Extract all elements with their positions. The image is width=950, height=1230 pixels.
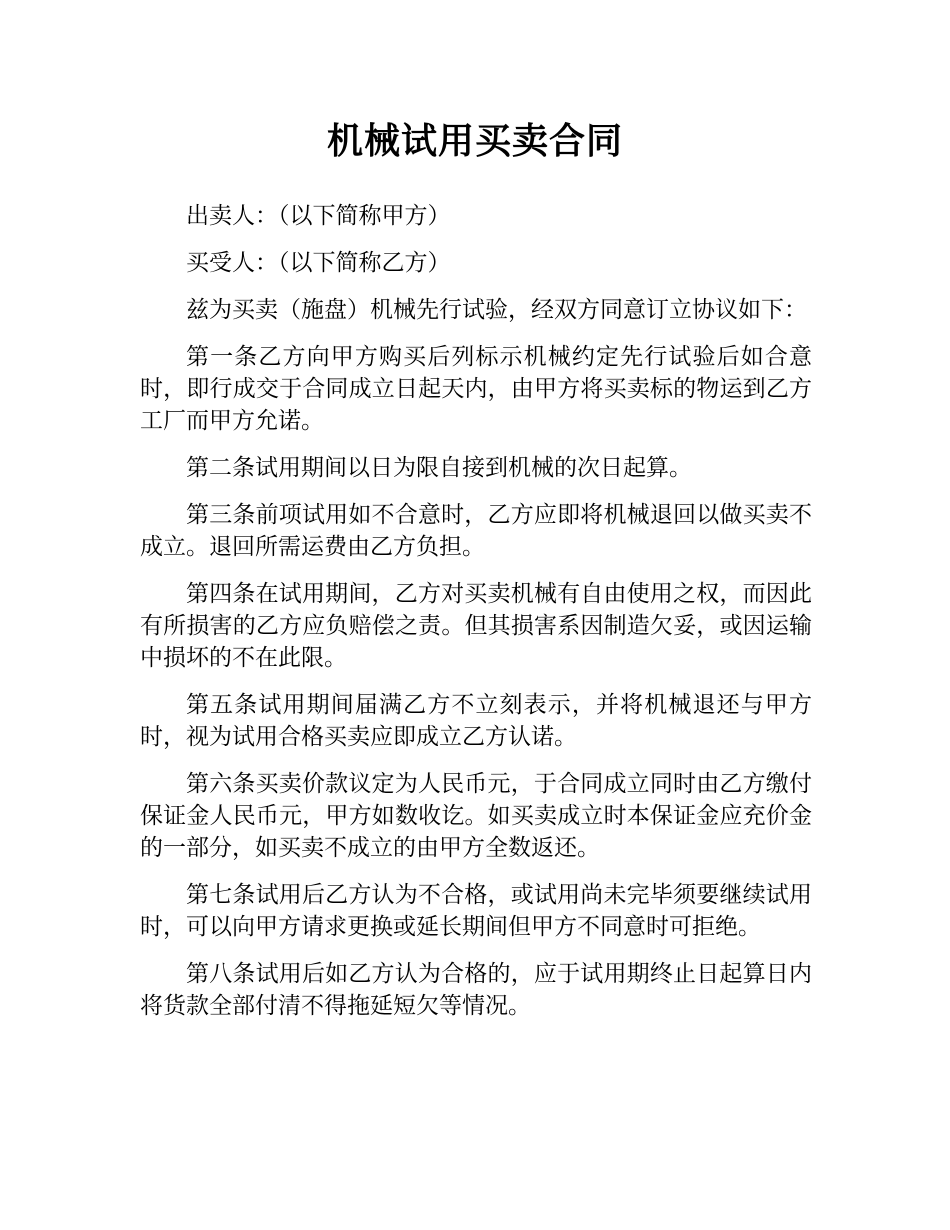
document-body [140, 200, 812, 1037]
buyer-line: 买受人：（以下简称乙方） [186, 250, 451, 276]
document-title: 机械试用买卖合同 [326, 121, 623, 162]
article-1-paragraph: 第一条乙方向甲方购买后列标示机械约定先行试验后如合意时，即行成交于合同成立日起天内，由甲方将买卖标的物运到乙方工厂而甲方允诺。 [140, 344, 812, 434]
article-8-paragraph: 第八条试用后如乙方认为合格的，应于试用期终止日起算日内将货款全部付清不得拖延短欠等情况。 [140, 961, 812, 1019]
seller-line: 出卖人：（以下简称甲方） [186, 203, 451, 229]
article-4-paragraph: 第四条在试用期间，乙方对买卖机械有自由使用之权，而因此有所损害的乙方应负赔偿之责。但其损害系因制造欠妥，或因运输中损坏的不在此限。 [140, 581, 812, 671]
article-2-paragraph: 第二条试用期间以日为限自接到机械的次日起算。 [186, 455, 692, 481]
preamble-paragraph: 兹为买卖（施盘）机械先行试验，经双方同意订立协议如下： [186, 297, 807, 323]
article-5-paragraph: 第五条试用期间届满乙方不立刻表示，并将机械退还与甲方时，视为试用合格买卖应即成立乙方认诺。 [140, 692, 812, 750]
article-3-paragraph: 第三条前项试用如不合意时，乙方应即将机械退回以做买卖不成立。退回所需运费由乙方负担。 [140, 502, 812, 560]
article-7-paragraph: 第七条试用后乙方认为不合格，或试用尚未完毕须要继续试用时，可以向甲方请求更换或延长期间但甲方不同意时可拒绝。 [140, 882, 812, 940]
article-6-paragraph: 第六条买卖价款议定为人民币元，于合同成立同时由乙方缴付保证金人民币元，甲方如数收讫。如买卖成立时本保证金应充价金的一部分，如买卖不成立的由甲方全数返还。 [140, 771, 812, 861]
